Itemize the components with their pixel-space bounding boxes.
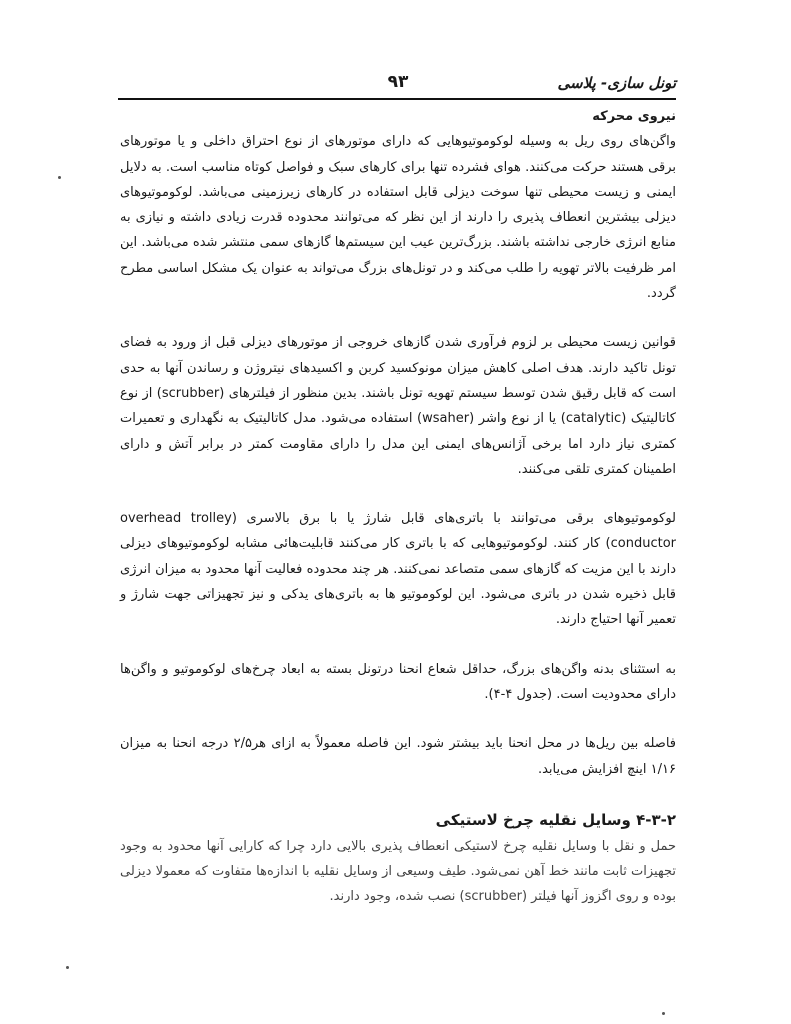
paragraph-4: به استثنای بدنه واگن‌های بزرگ، حداقل شعاع انحنا درتونل بسته به ابعاد چرخ‌های لوکوموتیو و واگن‌ها دارای محدودیت است. (جدول ۴-۴). <box>120 661 676 702</box>
page-header <box>118 72 676 98</box>
paragraph-5: فاصله بین ریل‌ها در محل انحنا باید بیشتر شود. این فاصله معمولاً به ازای هر۲/۵ درجه انحنا به میزان ۱/۱۶ اینچ افزایش می‌یابد. <box>120 736 676 777</box>
scan-speck <box>66 966 69 969</box>
subheading-propulsion: نیروی محرکه <box>592 109 676 124</box>
running-title: تونل سازی- پلاسی <box>557 74 676 92</box>
section-title: ۴-۳-۲ وسایل نقلیه چرخ لاستیکی <box>435 810 676 829</box>
paragraph-3: لوکوموتیوهای برقی می‌توانند با باتری‌های قابل شارژ یا با برق بالاسری (overhead trolley conductor) کار کنند. لوکوموتیوهایی که با باتری کار می‌کنند قابلیت‌هائی مشابه لوکوموتیوهای دیزلی دارند با این مزیت که گازهای سمی متصاعد نمی‌کنند. هر چند محدوده فعالیت آنها محدود به میزان انرژی قابل ذخیره شدن در باتری می‌شود. این لوکوموتیو ها به باتری‌های یدکی و نیز تجهیزاتی جهت شارژ و تعمیر آنها احتیاج دارند. <box>120 511 677 628</box>
header-rule <box>118 98 676 100</box>
page-number: ۹۳ <box>387 72 409 92</box>
section-paragraph: حمل و نقل با وسایل نقلیه چرخ لاستیکی انعطاف پذیری بالایی دارد چرا که کارایی آنها محدود به وجود تجهیزات ثابت مانند خط آهن نمی‌شود. طیف وسیعی از وسایل نقلیه با اندازه‌ها متفاوت که معمولا دیزلی بوده و روی اگزوز آنها فیلتر (scrubber) نصب شده، وجود دارند. <box>120 838 676 905</box>
page-body <box>120 104 676 910</box>
paragraph-1: واگن‌های روی ریل به وسیله لوکوموتیوهایی که دارای موتورهای از نوع احتراق داخلی و یا موتورهای برقی هستند حرکت می‌کنند. هوای فشرده تنها برای کارهای سبک و فواصل کوتاه مناسب است. به دلایل ایمنی و زیست محیطی تنها سوخت دیزلی قابل استفاده در کارهای زیرزمینی می‌باشد. لوکوموتیوهای دیزلی بیشترین انعطاف پذیری را دارند از این نظر که می‌توانند محدوده قدرت زیادی داشته و نیازی به منابع انرژی خارجی نداشته باشند. بزرگ‌ترین عیب این سیستم‌ها گازهای سمی منتشر شده می‌باشد. این امر ظرفیت بالاتر تهویه را طلب می‌کند و در تونل‌های بزرگ می‌تواند به عنوان یک مشکل اساسی مطرح گردد. <box>120 134 676 302</box>
scan-speck <box>58 176 61 179</box>
paragraph-2: قوانین زیست محیطی بر لزوم فرآوری شدن گازهای خروجی از موتورهای دیزلی قبل از ورود به فضای تونل تاکید دارند. هدف اصلی کاهش میزان مونوکسید کربن و اکسیدهای نیتروژن و رساندن آنها به حدی است که قابل رقیق شدن توسط سیستم تهویه تونل باشند. بدین منظور از فیلترهای (scrubber) از نوع کاتالیتیک (catalytic) یا از نوع واشر (wsaher) استفاده می‌شود. مدل کاتالیتیک به نگهداری و تعمیرات کمتری نیاز دارد اما برخی آژانس‌های ایمنی این مدل را دارای مقاومت کمتر در برابر آتش و دارای اطمینان کمتری تلقی می‌کنند. <box>120 335 676 477</box>
scan-speck <box>662 1012 665 1015</box>
